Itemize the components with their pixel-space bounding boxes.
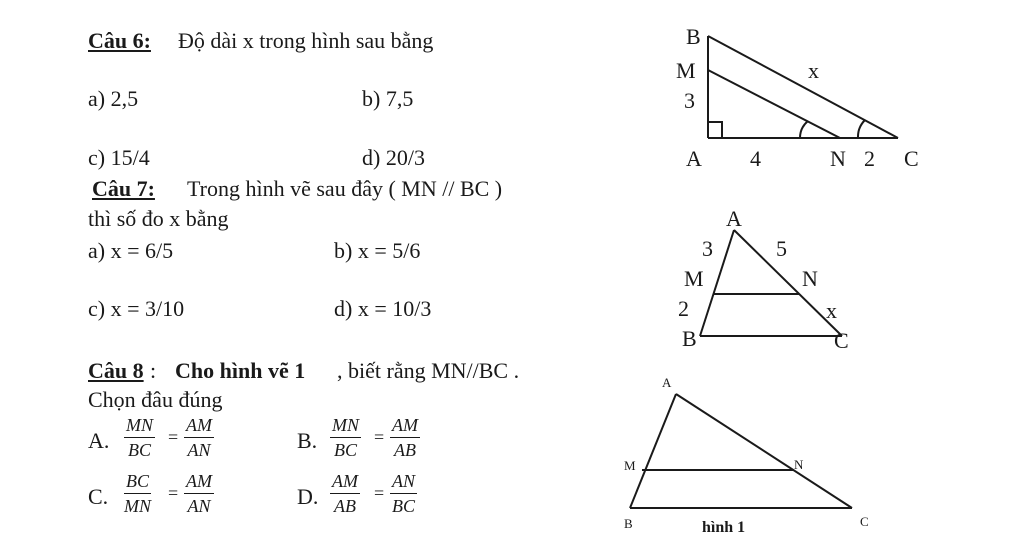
equals-sign: = [374,427,385,447]
q6-question-text: Độ dài x trong hình sau bằng [178,28,434,53]
q8-question-text: , biết rằng MN//BC . [337,358,520,383]
q6-label-c: C [904,146,919,171]
q6-label-an-length: 4 [750,146,761,171]
q6-option-c: c) 15/4 [88,145,150,170]
equals-sign: = [374,483,385,503]
q8-label-n: N [794,457,804,472]
segment-ab [630,394,676,508]
fraction-numerator: AM [184,416,214,438]
q7-label-x: x [826,298,837,323]
q8-label-colon: : [150,358,157,383]
q7-option-d: d) x = 10/3 [334,296,432,321]
q8-option-b-letter: B. [297,428,318,453]
q8-label: Câu 8 [88,358,144,383]
fraction-numerator: AN [390,472,417,494]
q8-label-b: B [624,516,633,531]
fraction-denominator: BC [127,439,151,460]
fraction-numerator: AM [330,472,360,494]
q8-option-d-letter: D. [297,484,319,509]
q8-label-a: A [662,375,672,390]
q7-option-c: c) x = 3/10 [88,296,185,321]
q6-label-am-length: 3 [684,88,695,113]
q7-label: Câu 7: [92,176,155,201]
right-angle-mark [708,122,722,138]
fraction-denominator: MN [124,495,151,516]
fraction-numerator: MN [330,416,361,438]
q7-label-am-length: 3 [702,236,713,261]
q7-question-text: Trong hình vẽ sau đây ( MN // BC ) [187,176,503,201]
fraction-denominator: BC [392,495,416,516]
fraction-denominator: AB [334,495,356,516]
q8-label-m: M [624,458,636,473]
fraction-numerator: MN [124,416,155,438]
segment-mn [708,70,840,138]
segment-ac [676,394,852,508]
q7-label-an-length: 5 [776,236,787,261]
fraction-denominator: AN [187,439,211,460]
fraction-numerator: AM [184,472,214,494]
q7-label-b: B [682,326,697,351]
angle-mark-c [858,120,865,138]
q6-figure [708,36,898,138]
q8-option-c-letter: C. [88,484,109,509]
q7-option-a: a) x = 6/5 [88,238,174,263]
q6-label: Câu 6: [88,28,151,53]
fraction-denominator: BC [333,439,357,460]
equals-sign: = [168,483,179,503]
q6-option-a: a) 2,5 [88,86,139,111]
q6-label-nc-length: 2 [864,146,875,171]
q8-figure [630,394,852,508]
q6-option-b: b) 7,5 [362,86,414,111]
q8-option-a-letter: A. [88,428,110,453]
q7-label-m: M [684,266,704,291]
q7-label-c: C [834,328,849,353]
q7-label-a: A [726,206,742,231]
q7-label-n: N [802,266,818,291]
q8-label-c: C [860,514,869,529]
fraction-denominator: AB [394,439,416,460]
segment-bc [708,36,898,138]
q7-figure [700,230,842,336]
angle-mark-n [800,121,808,138]
q6-label-n: N [830,146,846,171]
q6-label-x: x [808,58,819,83]
q6-label-a: A [686,146,702,171]
q7-option-b: b) x = 5/6 [334,238,421,263]
q6-label-m: M [676,58,696,83]
q7-question-text-line2: thì số đo x bằng [88,206,229,231]
fraction-numerator: BC [124,472,151,494]
q6-option-d: d) 20/3 [362,145,425,170]
q7-label-mb-length: 2 [678,296,689,321]
fraction-numerator: AM [390,416,420,438]
equals-sign: = [168,427,179,447]
q6-label-b: B [686,24,701,49]
q8-question-bold: Cho hình vẽ 1 [175,358,306,383]
q8-question-text-line2: Chọn đâu đúng [88,387,223,412]
fraction-denominator: AN [187,495,211,516]
q8-figure-caption: hình 1 [702,519,746,536]
